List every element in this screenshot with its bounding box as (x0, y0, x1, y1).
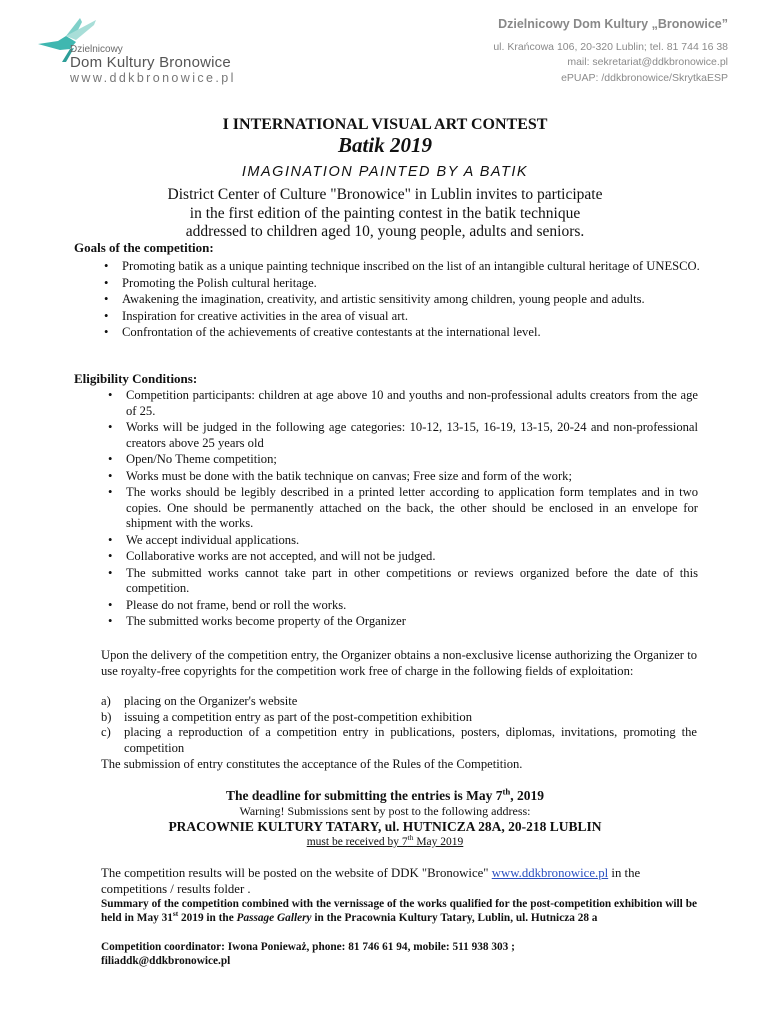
eligibility-heading: Eligibility Conditions: (74, 371, 198, 386)
acceptance-statement: The submission of entry constitutes the acceptance of the Rules of the Competition. (101, 757, 523, 771)
results-text: The competition results will be posted on the website of DDK "Bronowice" (101, 866, 492, 880)
postal-address: PRACOWNIE KULTURY TATARY, ul. HUTNICZA 28A, 20-218 LUBLIN (168, 819, 602, 834)
deadline-heading (0, 788, 770, 804)
intro-line: in the first edition of the painting contest in the batik technique (189, 204, 581, 222)
logo-small-text: Dzielnicowy (70, 44, 123, 55)
deadline-year: , 2019 (510, 788, 545, 803)
goals-heading: Goals of the competition: (74, 240, 214, 255)
receipt-text: must be received by 7 (306, 836, 408, 848)
gallery-name: Passage Gallery (236, 912, 312, 924)
list-item: • Please do not frame, bend or roll the works. (104, 598, 698, 614)
list-item: • Works will be judged in the following age categories: 10-12, 13-15, 16-19, 13-15, 20-24 and non-professional creators above 25 years old (104, 420, 698, 451)
summary-text: in the Pracownia Kultury Tatary, Lublin, ul. Hutnicza 28 a (311, 912, 598, 924)
list-item (101, 694, 697, 710)
intro-line: District Center of Culture "Bronowice" in Lublin invites to participate (167, 186, 603, 203)
header-epuap: ePUAP: /ddkbronowice/SkrytkaESP (561, 72, 728, 84)
list-item: • The submitted works cannot take part in other competitions or reviews organized before the date of this competition. (104, 566, 698, 597)
receipt-sup: th (407, 833, 414, 843)
deadline-text: The deadline for submitting the entries is May 7 (225, 788, 503, 803)
coordinator-email: filiaddk@ddkbronowice.pl (101, 955, 231, 967)
receipt-month: May 2019 (413, 836, 464, 848)
list-item: • The works should be legibly described in a printed letter according to application form templates and in two copies. One should be permanently attached on the back, the other should be enclosed in an envelope for shipment with the works. (104, 485, 698, 532)
license-paragraph: Upon the delivery of the competition entry, the Organizer obtains a non-exclusive license authorizing the Organizer to use royalty-free copyrights for the competition work free of charge in the following fields of exploitation: (101, 648, 697, 678)
list-item-text: placing a reproduction of a competition entry in publications, posters, diplomas, invitations, promoting the competition (124, 725, 697, 755)
receipt-deadline (0, 833, 770, 848)
list-item: • We accept individual applications. (104, 533, 698, 549)
list-item: • Open/No Theme competition; (104, 452, 698, 468)
list-item (101, 725, 697, 756)
list-marker: c) (101, 725, 111, 739)
contest-name: Batik 2019 (338, 133, 432, 157)
exploitation-fields-list (101, 694, 697, 756)
summary-text: Summary of the competition combined with the vernissage of the works qualified for the post-competition exhibition will be held in May 31 (101, 898, 697, 924)
list-item: • Promoting batik as a unique painting technique inscribed on the list of an intangible cultural heritage of UNESCO. (100, 259, 700, 275)
summary-text: 2019 in the (178, 912, 237, 924)
eligibility-list (104, 388, 698, 631)
coordinator-info (101, 940, 697, 968)
list-item-text: issuing a competition entry as part of the post-competition exhibition (124, 709, 473, 724)
list-item: • Works must be done with the batik technique on canvas; Free size and form of the work; (104, 469, 698, 485)
list-item: • Confrontation of the achievements of creative contestants at the international level. (100, 325, 700, 341)
list-item: • Awakening the imagination, creativity, and artistic sensitivity among children, young people and adults. (100, 292, 700, 308)
list-item (101, 710, 697, 726)
postal-warning: Warning! Submissions sent by post to the following address: (239, 804, 531, 818)
summary-sup: st (172, 909, 179, 919)
logo-name: Dom Kultury Bronowice (70, 54, 231, 71)
contest-subtitle: IMAGINATION PAINTED BY A BATIK (241, 164, 529, 180)
header-mail: mail: sekretariat@ddkbronowice.pl (567, 56, 728, 68)
list-item: • Promoting the Polish cultural heritage. (100, 276, 700, 292)
deadline-sup: th (502, 786, 511, 797)
logo-website: www.ddkbronowice.pl (70, 71, 236, 85)
list-marker: a) (101, 694, 111, 708)
list-item: • Inspiration for creative activities in the area of visual art. (100, 309, 700, 325)
results-text-end: in the competitions / results folder . (101, 866, 641, 896)
coordinator-line: Competition coordinator: Iwona Ponieważ, phone: 81 746 61 94, mobile: 511 938 303 ; (101, 941, 515, 953)
goals-list (100, 259, 700, 342)
intro-paragraph (0, 186, 770, 242)
list-item: • The submitted works become property of the Organizer (104, 614, 698, 630)
intro-line: addressed to children aged 10, young people, adults and seniors. (185, 223, 585, 240)
contest-title: I INTERNATIONAL VISUAL ART CONTEST (222, 116, 548, 133)
list-item: • Competition participants: children at age above 10 and youths and non-professional adults creators from the age of 25. (104, 388, 698, 419)
list-item-text: placing on the Organizer's website (124, 694, 298, 708)
header-address: ul. Krańcowa 106, 20-320 Lublin; tel. 81 744 16 38 (493, 41, 728, 53)
results-paragraph (101, 866, 697, 897)
header-org-name: Dzielnicowy Dom Kultury „Bronowice” (498, 17, 728, 31)
list-marker: b) (101, 709, 112, 724)
website-link[interactable]: www.ddkbronowice.pl (491, 866, 609, 880)
list-item: • Collaborative works are not accepted, and will not be judged. (104, 549, 698, 565)
summary-paragraph (101, 897, 697, 925)
